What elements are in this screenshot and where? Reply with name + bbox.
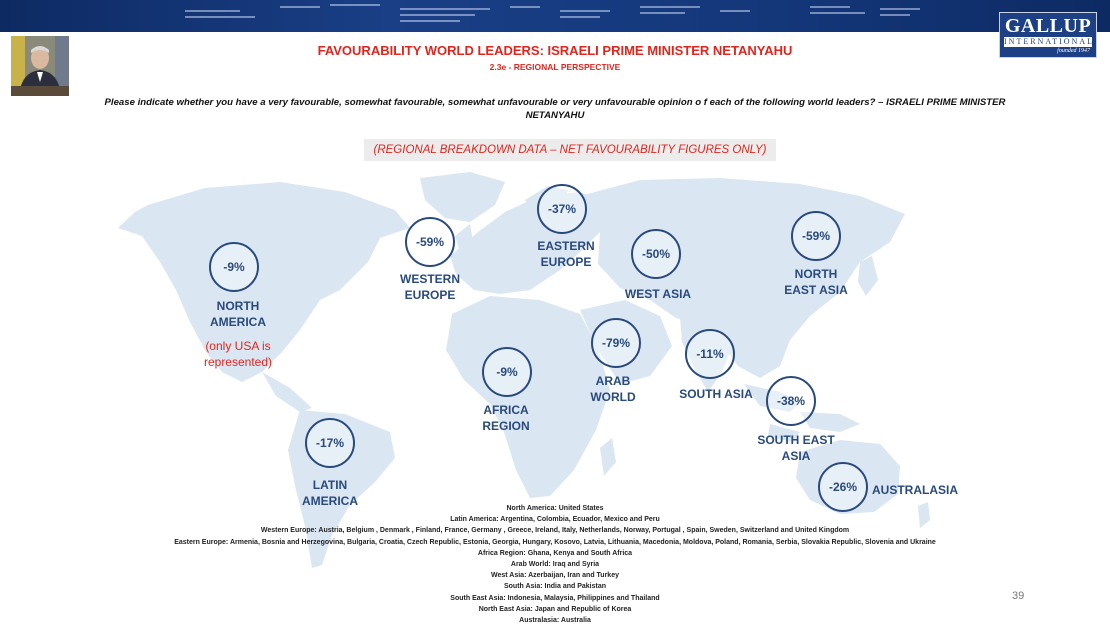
western-europe-value: -59% — [405, 217, 455, 267]
footnote-line: West Asia: Azerbaijan, Iran and Turkey — [491, 572, 619, 580]
south-east-asia-value: -38% — [766, 376, 816, 426]
north-east-asia-label: NORTH EAST ASIA — [784, 267, 848, 297]
footnote-line: Arab World: Iraq and Syria — [510, 561, 600, 569]
eastern-europe-label: EASTERN EUROPE — [537, 239, 595, 269]
survey-question: Please indicate whether you have a very favourable, somewhat favourable, somewhat unfavourable or very unfavourable opinion o f each of the following world leaders? – ISRAELI PRIME MINISTER NETANYAHU — [104, 97, 1006, 121]
footnote-line: Eastern Europe: Armenia, Bosnia and Herzegovina, Bulgaria, Croatia, Czech Republic, Estonia, Georgia, Hungary, Kosovo, Latvia, Lithuania, Macedonia, Moldova, Poland, Romania, Serbia, Slovakia Republic, Slovenia and Ukraine — [174, 538, 936, 546]
africa-label: AFRICA REGION — [482, 403, 530, 433]
arab-world-value: -79% — [591, 318, 641, 368]
breakdown-note: (REGIONAL BREAKDOWN DATA – NET FAVOURABILITY FIGURES ONLY) — [364, 139, 776, 161]
page-subtitle: 2.3e - REGIONAL PERSPECTIVE — [489, 62, 621, 72]
south-asia-label: SOUTH ASIA — [679, 387, 753, 401]
australasia-label: AUSTRALASIA — [872, 483, 958, 497]
latin-america-label: LATIN AMERICA — [302, 478, 358, 508]
page-title: FAVOURABILITY WORLD LEADERS: ISRAELI PRIME MINISTER NETANYAHU — [317, 43, 793, 58]
eastern-europe-value: -37% — [537, 184, 587, 234]
north-east-asia-value: -59% — [791, 211, 841, 261]
africa-value: -9% — [482, 347, 532, 397]
north-america-note: (only USA is represented) — [203, 339, 273, 369]
arab-world-label: ARAB WORLD — [590, 374, 636, 404]
page-number: 39 — [1012, 590, 1025, 602]
west-asia-value: -50% — [631, 229, 681, 279]
region-footnotes — [0, 503, 1110, 626]
north-america-label: NORTH AMERICA — [210, 299, 266, 329]
latin-america-value: -17% — [305, 418, 355, 468]
footnote-line: Africa Region: Ghana, Kenya and South Africa — [477, 549, 633, 557]
footnote-line: Australasia: Australia — [519, 617, 591, 625]
west-asia-label: WEST ASIA — [624, 287, 692, 301]
gallup-international-logo: GALLUP INTERNATIONAL founded 1947 — [999, 12, 1097, 58]
footnote-line: Western Europe: Austria, Belgium , Denmark , Finland, France, Germany , Greece, Ireland, Italy, Netherlands, Norway, Portugal , Spain, Sweden, Switzerland and United Kingdom — [260, 527, 850, 535]
australasia-value: -26% — [818, 462, 868, 512]
footnote-line: South East Asia: Indonesia, Malaysia, Philippines and Thailand — [450, 594, 660, 602]
footnote-line: Latin America: Argentina, Colombia, Ecuador, Mexico and Peru — [450, 516, 660, 524]
south-east-asia-label: SOUTH EAST ASIA — [757, 433, 835, 463]
north-america-value: -9% — [209, 242, 259, 292]
western-europe-label: WESTERN EUROPE — [400, 272, 460, 302]
footnote-line: North East Asia: Japan and Republic of Korea — [478, 605, 632, 613]
south-asia-value: -11% — [685, 329, 735, 379]
footnote-line: South Asia: India and Pakistan — [503, 583, 607, 591]
footnote-line: North America: United States — [506, 505, 604, 512]
